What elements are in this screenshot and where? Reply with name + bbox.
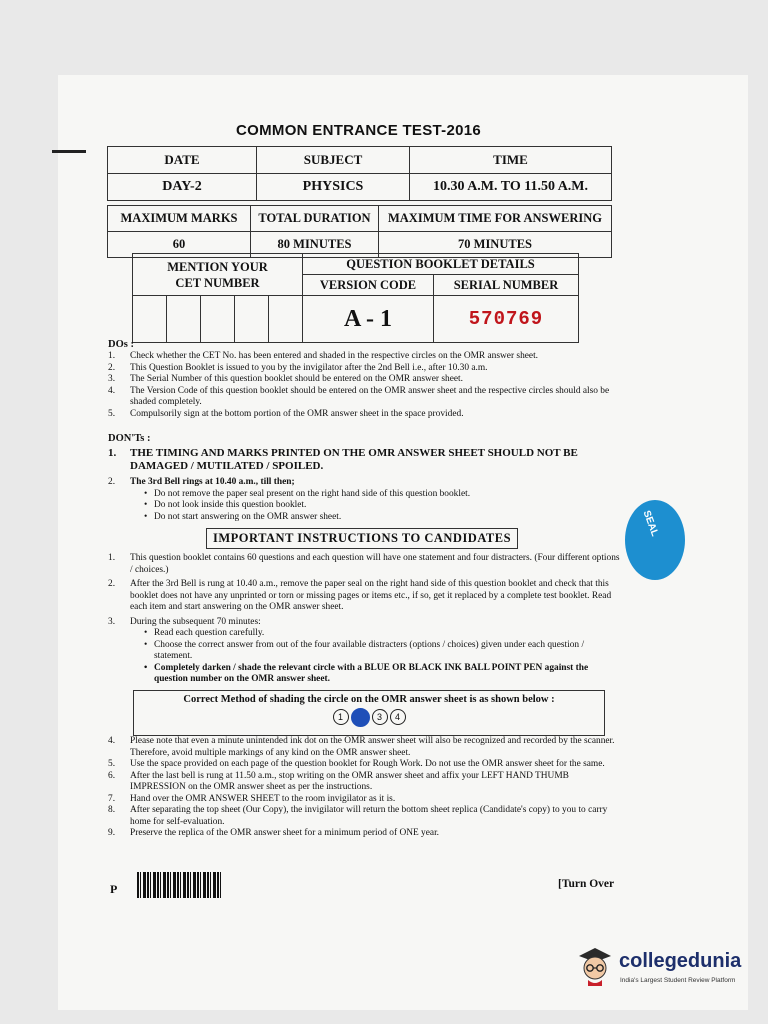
subject-value: PHYSICS — [257, 174, 410, 201]
list-item: 1. This question booklet contains 60 questions and each question will have one statement and four distracters. (Four different options / choices.) — [108, 553, 620, 575]
list-item: 5. Compulsorily sign at the bottom portion of the OMR answer sheet in the space provided. — [108, 408, 464, 419]
serial-number-value: 570769 — [434, 296, 579, 343]
list-item: 2. The 3rd Bell rings at 10.40 a.m., till then; • Do not remove the paper seal present on the right hand side of this question booklet. • Do not look inside this question booklet. • Do not start answering on the OMR answer sheet. — [108, 477, 623, 523]
answer-bubbles — [134, 709, 604, 727]
list-item: 3. During the subsequent 70 minutes: • Read each question carefully. • Choose the correct answer from out of the four available distracters (options / choices) given under each question / statement. • Completely darken / shade the relevant circle with a BLUE OR BLACK INK BALL POINT PEN against the question number on the OMR answer sheet. — [108, 617, 623, 686]
list-item: 6. After the last bell is rung at 11.50 a.m., stop writing on the OMR answer sheet and affix your LEFT HAND THUMB IMPRESSION on the OMR answer sheet as per the instructions. — [108, 770, 569, 792]
list-item: 4. Please note that even a minute unintended ink dot on the OMR answer sheet will also be recognized and recorded by the scanner. Therefore, avoid multiple markings of any kind on the OMR answer sheet. — [108, 736, 615, 758]
list-item: 2. This Question Booklet is issued to you by the invigilator after the 2nd Bell i.e., after 10.30 a.m. — [108, 362, 488, 373]
dos-list — [108, 351, 623, 420]
shading-method-box — [133, 690, 605, 736]
max-time-label: MAXIMUM TIME FOR ANSWERING — [379, 206, 612, 232]
collegedunia-logo — [575, 942, 755, 992]
version-code-value: A - 1 — [303, 296, 434, 343]
list-item: 8. After separating the top sheet (Our Copy), the invigilator will return the bottom sheet replica (Candidate's copy) to you to carry home for self-evaluation. — [108, 805, 608, 827]
list-item: 4. The Version Code of this question booklet should be entered on the OMR answer sheet and the respective circles should also be shaded completely. — [108, 385, 610, 407]
exam-title: COMMON ENTRANCE TEST-2016 — [236, 122, 482, 139]
dos-heading: DOs : — [108, 339, 134, 350]
bubble-option-filled — [351, 708, 370, 727]
shading-method-text: Correct Method of shading the circle on the OMR answer sheet is as shown below : — [183, 694, 555, 705]
cet-number-header — [133, 254, 303, 296]
instructions-list-continued — [108, 736, 623, 840]
sub-item: • Do not start answering on the OMR answer sheet. — [144, 512, 623, 524]
bubble-option: 1 — [333, 709, 349, 725]
list-item: 3. The Serial Number of this question booklet should be entered on the OMR answer sheet. — [108, 374, 464, 384]
total-duration-value: 80 MINUTES — [251, 232, 379, 258]
sub-item: • Read each question carefully. — [144, 628, 623, 640]
graduate-mascot-icon — [575, 944, 615, 986]
max-marks-label: MAXIMUM MARKS — [108, 206, 251, 232]
subject-label: SUBJECT — [257, 147, 410, 174]
bubble-option: 4 — [390, 709, 406, 725]
list-item: 2. After the 3rd Bell is rung at 10.40 a.m., remove the paper seal on the right hand side of this question booklet and check that this booklet does not have any unprinted or torn or missing pages or items etc., if so, get it replaced by a complete test booklet. Read each item and start answering on the OMR answer sheet. — [108, 579, 612, 612]
instructions-list — [108, 553, 623, 686]
seal-label: SEAL — [640, 509, 661, 538]
booklet-details-label: QUESTION BOOKLET DETAILS — [303, 254, 579, 275]
paper-seal[interactable] — [625, 500, 685, 580]
turn-over-text: [Turn Over — [558, 878, 615, 890]
list-item: 1. THE TIMING AND MARKS PRINTED ON THE OMR ANSWER SHEET SHOULD NOT BE DAMAGED / MUTILATED / SPOILED. — [108, 447, 578, 472]
mention-label-line1: MENTION YOUR — [167, 259, 268, 274]
time-label: TIME — [410, 147, 612, 174]
marks-table — [107, 205, 612, 258]
date-value: DAY-2 — [108, 174, 257, 201]
barcode-icon — [137, 872, 222, 898]
cet-digit-box[interactable] — [269, 296, 303, 343]
list-item: 1. Check whether the CET No. has been entered and shaded in the respective circles on the OMR answer sheet. — [108, 351, 539, 361]
max-time-value: 70 MINUTES — [379, 232, 612, 258]
list-item: 9. Preserve the replica of the OMR answer sheet for a minimum period of ONE year. — [108, 828, 440, 838]
logo-name: collegedunia — [619, 950, 742, 972]
logo-tagline: India's Largest Student Review Platform — [620, 977, 736, 984]
bubble-option: 3 — [372, 709, 388, 725]
page-marker: P — [110, 882, 118, 896]
donts-list — [108, 447, 623, 523]
cet-digit-box[interactable] — [167, 296, 201, 343]
important-heading: IMPORTANT INSTRUCTIONS TO CANDIDATES — [206, 528, 518, 549]
margin-dash — [52, 150, 86, 153]
sub-item: • Completely darken / shade the relevant circle with a BLUE OR BLACK INK BALL POINT PEN against the question number on the OMR answer sheet. — [144, 663, 623, 686]
version-code-label: VERSION CODE — [303, 275, 434, 296]
sub-item: • Do not look inside this question booklet. — [144, 500, 623, 512]
total-duration-label: TOTAL DURATION — [251, 206, 379, 232]
max-marks-value: 60 — [108, 232, 251, 258]
exam-info-table — [107, 146, 612, 201]
cet-digit-box[interactable] — [133, 296, 167, 343]
list-item: 7. Hand over the OMR ANSWER SHEET to the room invigilator as it is. — [108, 793, 396, 804]
booklet-table — [132, 253, 579, 343]
cet-digit-box[interactable] — [201, 296, 235, 343]
sub-item: • Choose the correct answer from out of the four available distracters (options / choices) given under each question / statement. — [144, 640, 623, 663]
cet-digit-box[interactable] — [235, 296, 269, 343]
mention-label-line2: CET NUMBER — [175, 275, 260, 290]
time-value: 10.30 A.M. TO 11.50 A.M. — [410, 174, 612, 201]
serial-number-label: SERIAL NUMBER — [434, 275, 579, 296]
sub-item: • Do not remove the paper seal present on the right hand side of this question booklet. — [144, 489, 623, 501]
date-label: DATE — [108, 147, 257, 174]
donts-heading: DON'Ts : — [108, 433, 151, 444]
list-item: 5. Use the space provided on each page of the question booklet for Rough Work. Do not use the OMR answer sheet for the same. — [108, 759, 605, 769]
